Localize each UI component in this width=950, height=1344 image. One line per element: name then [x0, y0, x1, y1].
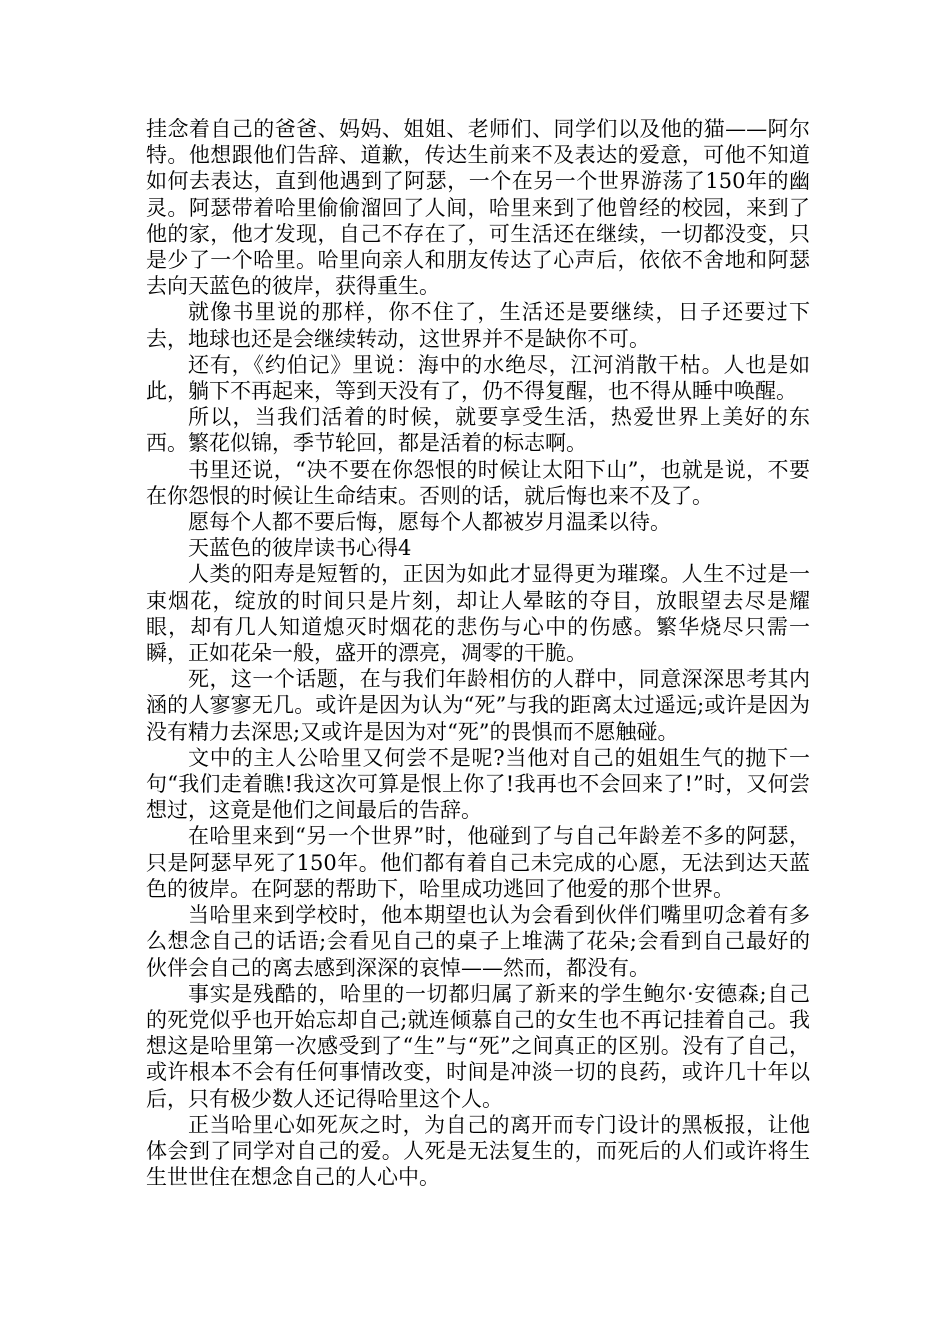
paragraph: 还有，《约伯记》里说：海中的水绝尽，江河消散干枯。人也是如此，躺下不再起来，等到天没有了，仍不得复醒，也不得从睡中唤醒。: [146, 352, 810, 404]
document-body: [146, 116, 810, 1190]
paragraph: 人类的阳寿是短暂的，正因为如此才显得更为璀璨。人生不过是一束烟花，绽放的时间只是片刻，却让人晕眩的夺目，放眼望去尽是耀眼，却有几人知道熄灭时烟花的悲伤与心中的伤感。繁华烧尽只需一瞬，正如花朵一般，盛开的漂亮，凋零的干脆。: [146, 562, 810, 666]
paragraph: 正当哈里心如死灰之时，为自己的离开而专门设计的黑板报，让他体会到了同学对自己的爱。人死是无法复生的，而死后的人们或许将生生世世住在想念自己的人心中。: [146, 1112, 810, 1190]
section-heading: 天蓝色的彼岸读书心得4: [188, 536, 412, 561]
paragraph: 文中的主人公哈里又何尝不是呢?当他对自己的姐姐生气的抛下一句“我们走着瞧!我这次可算是恨上你了!我再也不会回来了!”时，又何尝想过，这竟是他们之间最后的告辞。: [146, 745, 810, 823]
paragraph: 事实是残酷的，哈里的一切都归属了新来的学生鲍尔·安德森;自己的死党似乎也开始忘却自己;就连倾慕自己的女生也不再记挂着自己。我想这是哈里第一次感受到了“生”与“死”之间真正的区别。没有了自己，或许根本不会有任何事情改变，时间是冲淡一切的良药，或许几十年以后，只有极少数人还记得哈里这个人。: [146, 981, 810, 1111]
paragraph: 愿每个人都不要后悔，愿每个人都被岁月温柔以待。: [188, 510, 671, 535]
paragraph: 就像书里说的那样，你不住了，生活还是要继续，日子还要过下去，地球也还是会继续转动，这世界并不是缺你不可。: [146, 300, 810, 351]
paragraph: 挂念着自己的爸爸、妈妈、姐姐、老师们、同学们以及他的猫——阿尔特。他想跟他们告辞、道歉，传达生前来不及表达的爱意，可他不知道如何去表达，直到他遇到了阿瑟，一个在另一个世界游荡了150年的幽灵。阿瑟带着哈里偷偷溜回了人间，哈里来到了他曾经的校园，来到了他的家，他才发现，自己不存在了，可生活还在继续，一切都没变，只是少了一个哈里。哈里向亲人和朋友传达了心声后，依依不舍地和阿瑟去向天蓝色的彼岸，获得重生。: [146, 117, 810, 299]
paragraph: 死，这一个话题，在与我们年龄相仿的人群中，同意深深思考其内涵的人寥寥无几。或许是因为认为“死”与我的距离太过遥远;或许是因为没有精力去深思;又或许是因为对“死”的畏惧而不愿触碰。: [146, 667, 810, 744]
paragraph: 在哈里来到“另一个世界”时，他碰到了与自己年龄差不多的阿瑟，只是阿瑟早死了150年。他们都有着自己未完成的心愿，无法到达天蓝色的彼岸。在阿瑟的帮助下，哈里成功逃回了他爱的那个世界。: [146, 824, 810, 901]
paragraph: 书里还说，“决不要在你怨恨的时候让太阳下山”，也就是说，不要在你怨恨的时候让生命结束。否则的话，就后悔也来不及了。: [146, 457, 810, 508]
paragraph: 所以，当我们活着的时候，就要享受生活，热爱世界上美好的东西。繁花似锦，季节轮回，都是活着的标志啊。: [146, 405, 810, 456]
paragraph: 当哈里来到学校时，他本期望也认为会看到伙伴们嘴里叨念着有多么想念自己的话语;会看见自己的桌子上堆满了花朵;会看到自己最好的伙伴会自己的离去感到深深的哀悼——然而，都没有。: [146, 903, 810, 980]
